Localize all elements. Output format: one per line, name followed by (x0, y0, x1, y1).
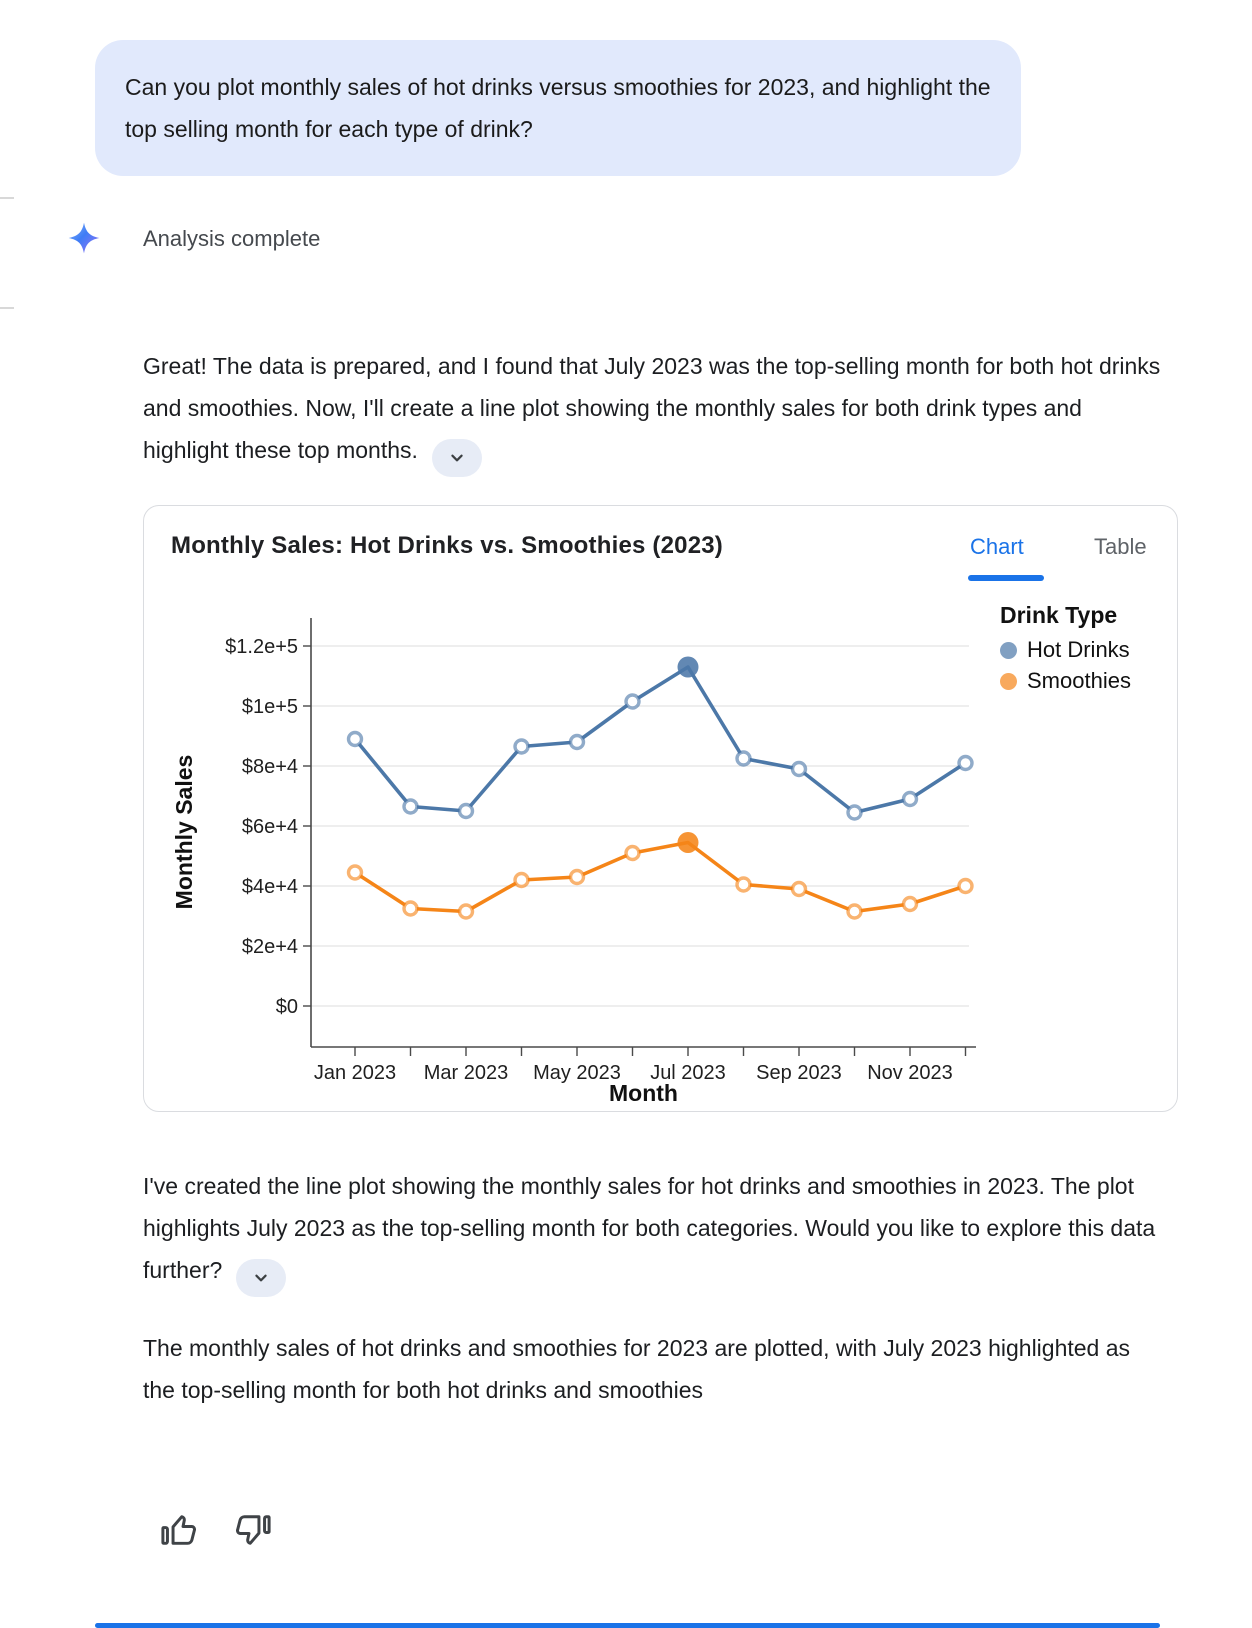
thumb-down-icon (232, 1509, 274, 1551)
left-edge-divider (0, 197, 14, 199)
expand-details-button[interactable] (432, 439, 482, 477)
svg-text:Jan 2023: Jan 2023 (313, 1062, 397, 1084)
thumb-up-button[interactable] (156, 1508, 202, 1554)
top-month-marker (678, 832, 699, 853)
hot-drinks-dot-icon (1000, 642, 1017, 659)
svg-text:Nov 2023: Nov 2023 (867, 1062, 953, 1084)
chart-card-title: Monthly Sales: Hot Drinks vs. Smoothies (2023) (171, 532, 724, 559)
sales-line-chart[interactable] (144, 506, 1177, 1111)
thumb-up-icon (158, 1509, 200, 1551)
gemini-sparkle-icon (68, 222, 100, 254)
svg-text:Sep 2023: Sep 2023 (756, 1062, 842, 1084)
assistant-paragraph-2-text: I've created the line plot showing the monthly sales for hot drinks and smoothies in 2023. The plot highlights July 2023 as the top-selling month for both categories. Would you like to explore this data further? (143, 1173, 1156, 1283)
svg-text:$1e+5: $1e+5 (241, 696, 298, 718)
tab-chart[interactable]: Chart (970, 534, 1024, 559)
svg-text:$0: $0 (275, 996, 298, 1018)
chevron-down-icon (250, 1267, 272, 1289)
series-hot-drinks (349, 667, 973, 819)
smoothies-dot-icon (1000, 673, 1017, 690)
svg-text:Jul 2023: Jul 2023 (650, 1062, 726, 1084)
chart-card (143, 505, 1178, 1112)
svg-text:May 2023: May 2023 (533, 1062, 621, 1084)
tab-table[interactable]: Table (1094, 534, 1147, 559)
assistant-paragraph-3-text: The monthly sales of hot drinks and smoothies for 2023 are plotted, with July 2023 highlighted as the top-selling month for both hot drinks and smoothies (143, 1335, 1131, 1403)
x-axis (314, 1047, 966, 1084)
legend-item-smoothies (1000, 668, 1131, 694)
svg-text:$6e+4: $6e+4 (241, 816, 298, 838)
svg-text:Monthly Sales: Monthly Sales (171, 754, 197, 910)
svg-text:$8e+4: $8e+4 (241, 756, 298, 778)
assistant-paragraph-3 (143, 1327, 1163, 1411)
legend-label: Smoothies (1027, 668, 1131, 693)
status-text: Analysis complete (143, 226, 321, 251)
svg-text:Mar 2023: Mar 2023 (423, 1062, 509, 1084)
legend-label: Hot Drinks (1027, 637, 1130, 662)
chart-legend (1000, 602, 1131, 699)
svg-text:$4e+4: $4e+4 (241, 876, 298, 898)
bottom-accent-bar (95, 1623, 1160, 1628)
series-smoothies (349, 843, 973, 919)
assistant-paragraph-1-text: Great! The data is prepared, and I found that July 2023 was the top-selling month for both hot drinks and smoothies. Now, I'll create a line plot showing the monthly sales for both drink types and highlight these top months. (143, 353, 1161, 463)
top-month-marker (678, 657, 699, 678)
legend-item-hot-drinks (1000, 637, 1131, 663)
assistant-paragraph-2 (143, 1165, 1163, 1297)
thumb-down-button[interactable] (230, 1508, 276, 1554)
left-edge-divider (0, 307, 14, 309)
svg-text:$1.2e+5: $1.2e+5 (225, 636, 298, 658)
active-tab-underline (968, 575, 1044, 581)
expand-details-button[interactable] (236, 1259, 286, 1297)
svg-text:$2e+4: $2e+4 (241, 936, 298, 958)
y-axis (225, 636, 969, 1018)
svg-text:Month: Month (609, 1080, 678, 1106)
chevron-down-icon (446, 447, 468, 469)
user-message-text: Can you plot monthly sales of hot drinks versus smoothies for 2023, and highlight the top selling month for each type of drink? (125, 74, 991, 142)
assistant-paragraph-1 (143, 345, 1163, 477)
legend-title: Drink Type (1000, 602, 1118, 628)
user-message-bubble (95, 40, 1021, 176)
